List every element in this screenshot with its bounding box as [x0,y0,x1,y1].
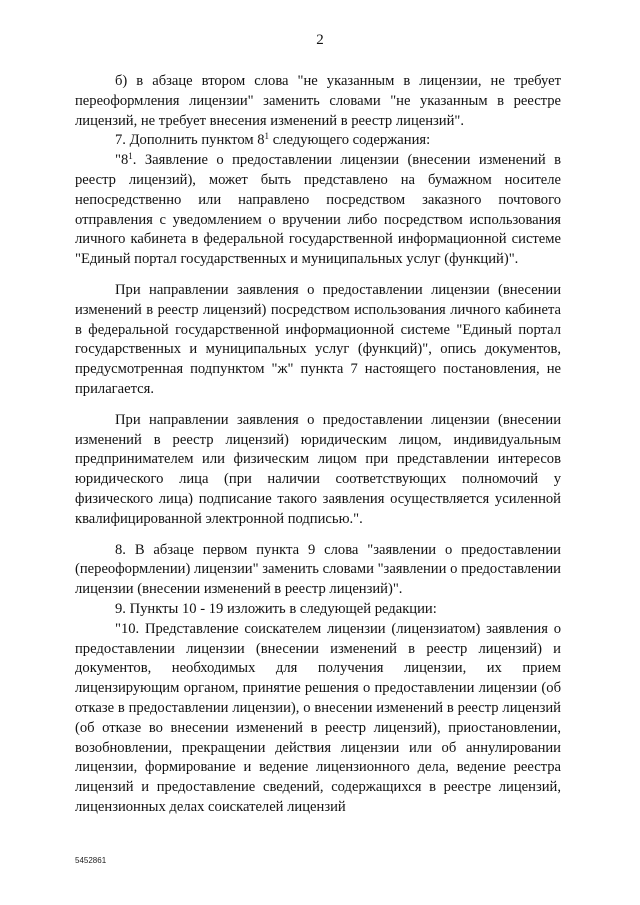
paragraph-text: 9. Пункты 10 - 19 изложить в следующей редакции: [115,600,437,617]
paragraph [75,281,561,400]
paragraph-text: 8. В абзаце первом пункта 9 слова "заявлении о предоставлении (переоформлении) лицензии" заменить словами "заявлении о предоставлении лицензии (внесении изменений в реестр лицензий)". [75,541,561,598]
paragraph [75,131,561,151]
paragraph [75,151,561,270]
paragraph-text: 7. Дополнить пунктом 8 [115,132,265,149]
document-code: 5452861 [75,856,107,865]
paragraph-text: "10. Представление соискателем лицензии (лицензиатом) заявления о предоставлении лицензии (внесении изменений в реестр лицензий) и документов, необходимых для получения лицензии, их прием лицензирующим органом, принятие решения о предоставлении лицензии (об отказе в предоставлении лицензии), о внесении изменений в реестр лицензий (об отказе во внесении изменений в реестр лицензий), приостановлении, возобновлении, прекращении действия лицензии или об аннулировании лицензии, формирование и ведение лицензионного дела, ведение реестра лицензий и предоставление сведений, содержащихся в реестре лицензий, лицензионных делах соискателей лицензий [75,620,561,815]
paragraph [75,600,561,620]
paragraph-text: . Заявление о предоставлении лицензии (внесении изменений в реестр лицензий), может быть представлено на бумажном носителе непосредственно или направлено посредством заказного почтового отправления с уведомлением о вручении либо посредством использования личного кабинета в федеральной государственной информационной системе "Единый портал государственных и муниципальных услуг (функций)". [75,152,561,268]
paragraph-text: б) в абзаце втором слова "не указанным в лицензии, не требует переоформления лицензии" заменить словами "не указанным в реестре лицензий, не требует внесения изменений в реестр лицензий". [75,73,561,129]
page-number: 2 [316,32,324,48]
paragraph [75,541,561,600]
paragraph [75,411,561,530]
paragraph-text: "8 [115,152,129,169]
superscript: 1 [128,151,133,162]
paragraph [75,72,561,131]
paragraph [75,620,561,818]
superscript: 1 [264,131,270,142]
paragraph-text: следующего содержания: [269,132,431,149]
paragraph-text: При направлении заявления о предоставлении лицензии (внесении изменений в реестр лицензий) юридическим лицом, индивидуальным предпринимателем или физическим лицом при представлении интересов юридического лица (при наличии соответствующих полномочий у физического лица) подписание такого заявления осуществляется усиленной квалифицированной электронной подписью.". [75,411,561,527]
document-body [75,72,561,818]
paragraph-text: При направлении заявления о предоставлении лицензии (внесении изменений в реестр лицензий) посредством использования личного кабинета в федеральной государственной информационной системе "Единый портал государственных и муниципальных услуг (функций)", опись документов, предусмотренная подпунктом "ж" пункта 7 настоящего постановления, не прилагается. [75,281,561,397]
